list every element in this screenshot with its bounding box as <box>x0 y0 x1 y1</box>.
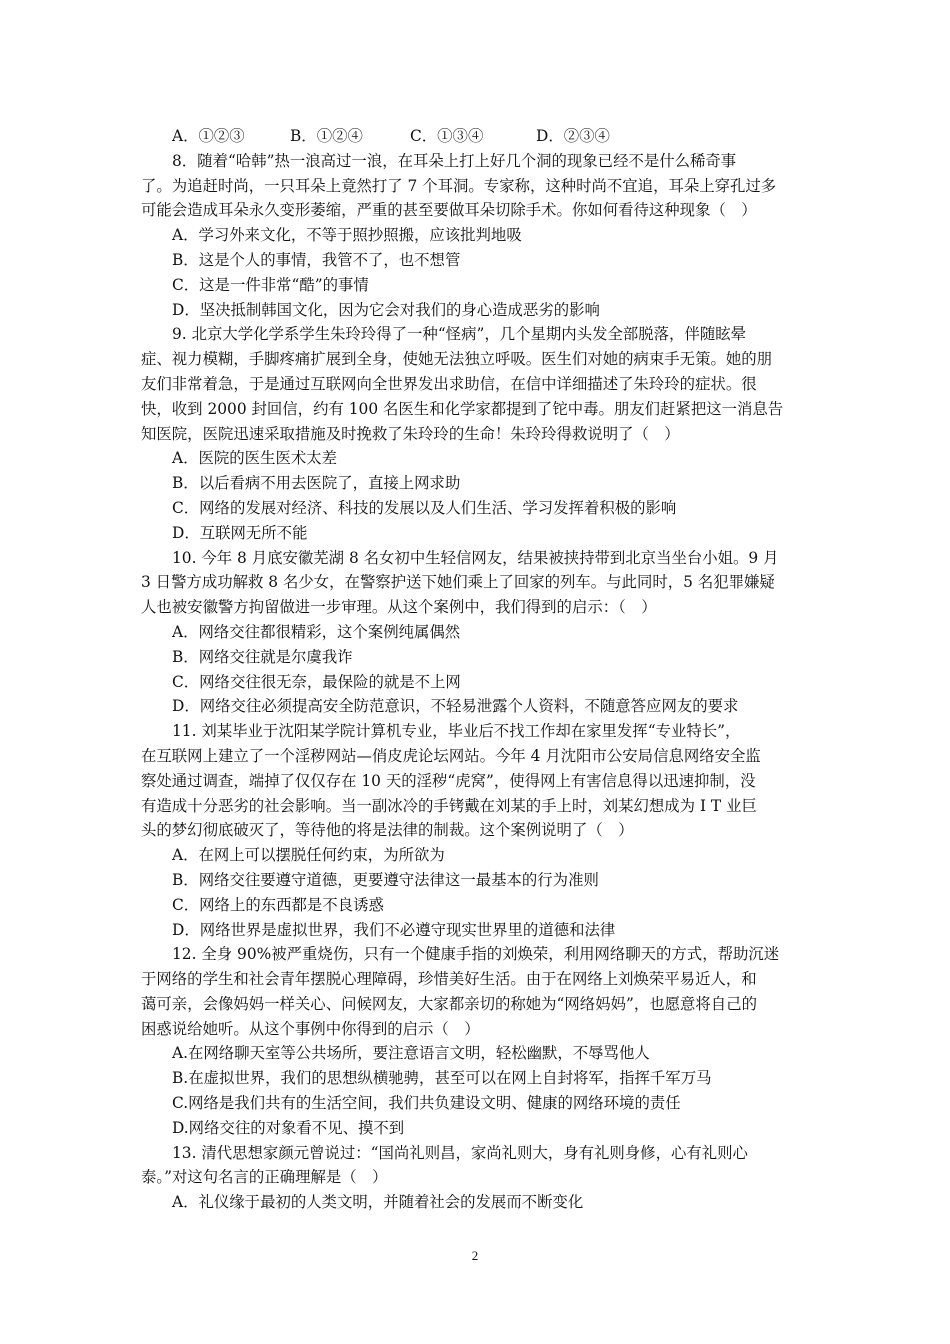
question-stem-line: 头的梦幻彻底破灭了，等待他的将是法律的制裁。这个案例说明了（ ） <box>141 821 634 840</box>
q7-option-a: A．①②③ <box>172 127 245 145</box>
question-stem-line: 有造成十分恶劣的社会影响。当一副冰冷的手铐戴在刘某的手上时，刘某幻想成为 I T 业巨 <box>141 796 757 815</box>
answer-option: D.网络交往的对象看不见、摸不到 <box>172 1118 405 1137</box>
question-stem-line: 可能会造成耳朵永久变形萎缩，严重的甚至要做耳朵切除手术。你如何看待这种现象（ ） <box>141 201 757 220</box>
answer-option: C．网络上的东西都是不良诱惑 <box>172 895 384 914</box>
q7-option-d: D．②③④ <box>536 127 610 145</box>
question-stem-line: 8．随着“哈韩”热一浪高过一浪，在耳朵上打上好几个洞的现象已经不是什么稀奇事 <box>172 151 737 170</box>
question-stem-line: 10. 今年 8 月底安徽芜湖 8 名女初中生轻信网友，结果被挟持带到北京当坐台小姐。9 月 <box>172 548 779 567</box>
answer-option: B.在虚拟世界，我们的思想纵横驰骋，甚至可以在网上自封将军，指挥千军万马 <box>172 1069 712 1088</box>
question-block <box>141 546 809 720</box>
question-stem-line: 察处通过调查，端掉了仅仅存在 10 天的淫秽“虎窝”，使得网上有害信息得以迅速抑制，没 <box>141 771 756 790</box>
answer-option: A.在网络聊天室等公共场所，要注意语言文明，轻松幽默，不辱骂他人 <box>172 1044 650 1063</box>
question-stem-line: 症、视力模糊，手脚疼痛扩展到全身，使她无法独立呼吸。医生们对她的病束手无策。她的朋 <box>141 350 773 369</box>
question-block <box>141 322 809 545</box>
answer-option: B．网络交往要遵守道德，更要遵守法律这一最基本的行为准则 <box>172 870 599 889</box>
question-stem-line: 11. 刘某毕业于沈阳某学院计算机专业，毕业后不找工作却在家里发挥“专业特长”， <box>172 722 741 741</box>
question-stem-line: 3 日警方成功解救 8 名少女，在警察护送下她们乘上了回家的列车。与此同时，5 名犯罪嫌疑 <box>141 573 775 592</box>
q7-options-row <box>141 124 809 149</box>
page-content <box>141 124 809 1215</box>
answer-option: A．医院的医生医术太差 <box>172 449 338 468</box>
question-stem-line: 友们非常着急，于是通过互联网向全世界发出求助信，在信中详细描述了朱玲玲的症状。很 <box>141 374 757 393</box>
question-stem-line: 蔼可亲，会像妈妈一样关心、问候网友，大家都亲切的称她为“网络妈妈”，也愿意将自己的 <box>141 994 757 1013</box>
question-stem-line: 快，收到 2000 封回信，约有 100 名医生和化学家都提到了铊中毒。朋友们赶紧把这一消息告 <box>141 399 784 418</box>
question-block <box>141 149 809 323</box>
question-stem-line: 在互联网上建立了一个淫秽网站—俏皮虎论坛网站。今年 4 月沈阳市公安局信息网络安全监 <box>141 746 761 765</box>
question-stem-line: 泰。”对这句名言的正确理解是（ ） <box>141 1168 388 1187</box>
answer-option: B．网络交往就是尔虞我诈 <box>172 647 353 666</box>
question-stem-line: 13. 清代思想家颜元曾说过：“国尚礼则昌，家尚礼则大，身有礼则身修，心有礼则心 <box>172 1143 748 1162</box>
answer-option: C.网络是我们共有的生活空间，我们共负建设文明、健康的网络环境的责任 <box>172 1094 681 1113</box>
answer-option: D．网络交往必须提高安全防范意识，不轻易泄露个人资料，不随意答应网友的要求 <box>172 697 739 716</box>
answer-option: D．互联网无所不能 <box>172 523 308 542</box>
answer-option: A．礼仪缘于最初的人类文明，并随着社会的发展而不断变化 <box>172 1193 584 1212</box>
question-list <box>141 149 809 1215</box>
question-stem-line: 知医院，医院迅速采取措施及时挽救了朱玲玲的生命！朱玲玲得救说明了（ ） <box>141 424 680 443</box>
answer-option: B．以后看病不用去医院了，直接上网求助 <box>172 474 461 493</box>
question-stem-line: 了。为追赶时尚，一只耳朵上竟然打了 7 个耳洞。专家称，这种时尚不宜追，耳朵上穿孔过多 <box>141 176 777 195</box>
q7-option-b: B．①②④ <box>290 127 363 145</box>
answer-option: C．网络交往很无奈，最保险的就是不上网 <box>172 672 461 691</box>
answer-option: C．网络的发展对经济、科技的发展以及人们生活、学习发挥着积极的影响 <box>172 498 677 517</box>
answer-option: B．这是个人的事情，我管不了，也不想管 <box>172 250 461 269</box>
answer-option: C．这是一件非常“酷”的事情 <box>172 275 369 294</box>
question-block <box>141 719 809 942</box>
answer-option: D．坚决抵制韩国文化，因为它会对我们的身心造成恶劣的影响 <box>172 300 600 319</box>
question-stem-line: 困惑说给她听。从这个事例中你得到的启示（ ） <box>141 1019 480 1038</box>
answer-option: A．在网上可以摆脱任何约束，为所欲为 <box>172 846 445 865</box>
page-number: 2 <box>471 1248 479 1263</box>
answer-option: A．网络交往都很精彩，这个案例纯属偶然 <box>172 622 461 641</box>
question-stem-line: 12. 全身 90%被严重烧伤，只有一个健康手指的刘焕荣，利用网络聊天的方式，帮助沉迷 <box>172 945 780 964</box>
question-block <box>141 942 809 1140</box>
question-block <box>141 1141 809 1215</box>
question-stem-line: 人也被安徽警方拘留做进一步审理。从这个案例中，我们得到的启示：（ ） <box>141 598 657 617</box>
answer-option: A．学习外来文化，不等于照抄照搬，应该批判地吸 <box>172 226 522 245</box>
question-stem-line: 于网络的学生和社会青年摆脱心理障碍，珍惜美好生活。由于在网络上刘焕荣平易近人，和 <box>141 970 757 989</box>
question-stem-line: 9. 北京大学化学系学生朱玲玲得了一种“怪病”，几个星期内头发全部脱落，伴随眩晕 <box>172 325 746 344</box>
q7-option-c: C．①③④ <box>410 127 484 145</box>
answer-option: D．网络世界是虚拟世界，我们不必遵守现实世界里的道德和法律 <box>172 920 616 939</box>
